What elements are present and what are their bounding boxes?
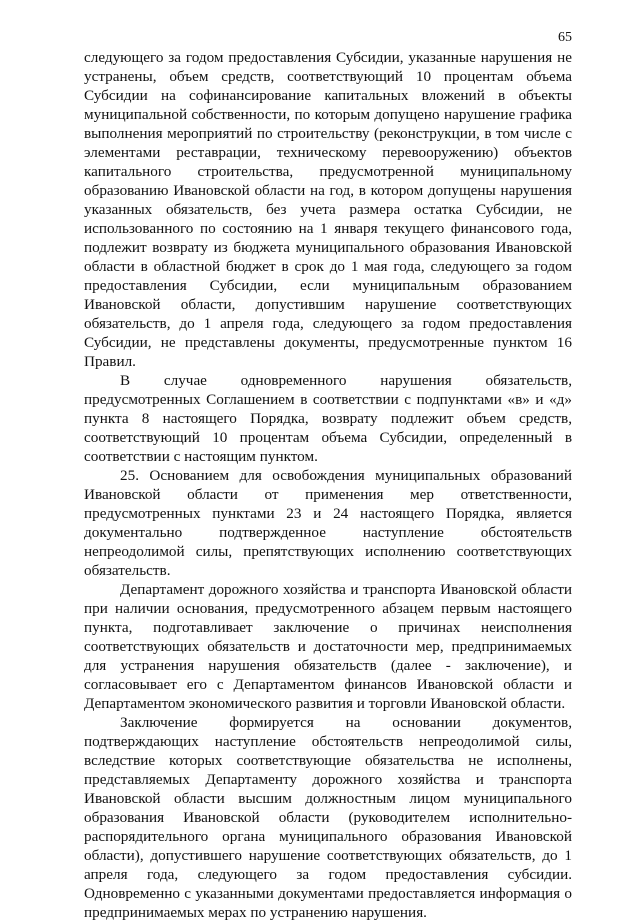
- paragraph-conclusion-basis: Заключение формируется на основании документов, подтверждающих наступление обстоятельств непреодолимой силы, вследствие которых соответствующие обязательства не исполнены, представляемых Департаменту дорожного хозяйства и транспорта Ивановской области высшим должностным лицом муниципального образования Ивановской области (руководителем исполнительно-распорядительного органа муниципального образования Ивановской области), допустившего нарушение соответствующих обязательств, до 1 апреля года, следующего за годом предоставления субсидии. Одновременно с указанными документами предоставляется информация о предпринимаемых мерах по устранению нарушения.: [84, 714, 572, 921]
- document-body: [84, 48, 572, 922]
- paragraph-simultaneous-violation: В случае одновременного нарушения обязательств, предусмотренных Соглашением в соответствии с подпунктами «в» и «д» пункта 8 настоящего Порядка, возврату подлежит объем средств, соответствующий 10 процентам объема Субсидии, определенный в соответствии с настоящим пунктом.: [84, 372, 572, 465]
- paragraph-department-conclusion: Департамент дорожного хозяйства и транспорта Ивановской области при наличии основания, предусмотренного абзацем первым настоящего пункта, подготавливает заключение о причинах неисполнения соответствующих обязательств и достаточности мер, предпринимаемых для устранения нарушения обязательств (далее - заключение), и согласовывает его с Департаментом финансов Ивановской области и Департаментом экономического развития и торговли Ивановской области.: [84, 581, 572, 712]
- paragraph-clause-25: 25. Основанием для освобождения муниципальных образований Ивановской области от применения мер ответственности, предусмотренных пунктами 23 и 24 настоящего Порядка, является документально подтвержденное наступление обстоятельств непреодолимой силы, препятствующих исполнению соответствующих обязательств.: [84, 467, 572, 579]
- page-number: 65: [558, 30, 572, 45]
- paragraph-continuation: следующего за годом предоставления Субсидии, указанные нарушения не устранены, объем средств, соответствующий 10 процентам объема Субсидии на софинансирование капитальных вложений в объекты муниципальной собственности, по которым допущено нарушение графика выполнения мероприятий по строительству (реконструкции, в том числе с элементами реставрации, техническому перевооружению) объектов капитального строительства, предусмотренной муниципальному образованию Ивановской области на год, в котором допущены нарушения указанных обязательств, без учета размера остатка Субсидии, не использованного по состоянию на 1 января текущего финансового года, подлежит возврату из бюджета муниципального образования Ивановской области в областной бюджет в срок до 1 мая года, следующего за годом предоставления Субсидии, если муниципальным образованием Ивановской области, допустившим нарушение соответствующих обязательств, до 1 апреля года, следующего за годом предоставления Субсидии, не представлены документы, предусмотренные пунктом 16 Правил.: [84, 49, 572, 370]
